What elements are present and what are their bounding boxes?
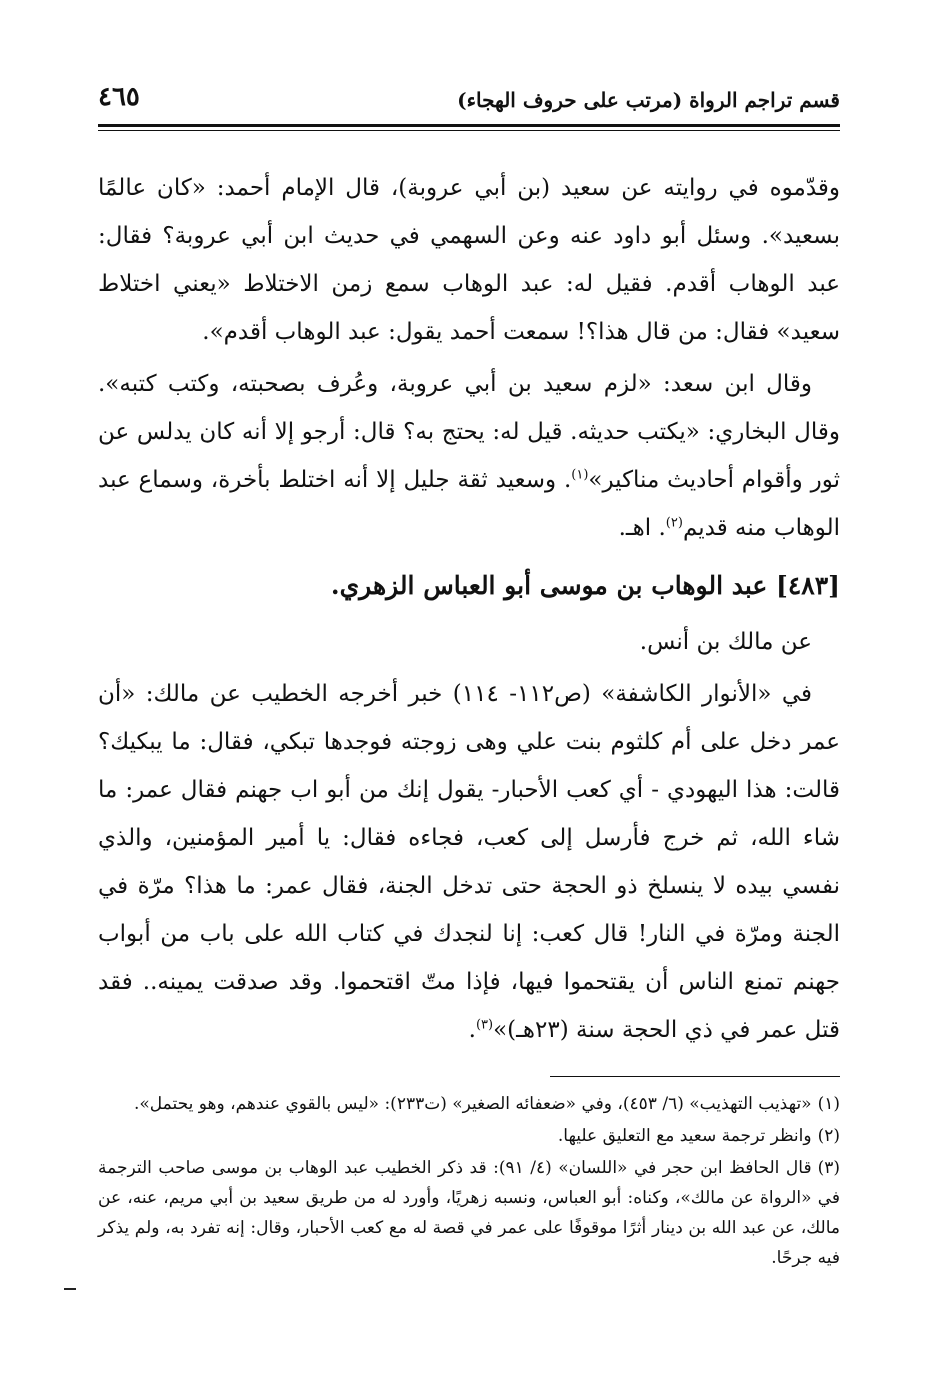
paragraph-2-part3: . اهـ. — [618, 515, 666, 541]
page-number: ٤٦٥ — [98, 82, 140, 112]
book-page — [98, 78, 840, 1275]
footnote-number: (٢) — [817, 1126, 840, 1146]
footnote-ref-2[interactable]: (٢) — [665, 515, 683, 531]
entry-heading: [٤٨٣] عبد الوهاب بن موسى أبو العباس الزهري. — [330, 571, 840, 600]
footnote-number: (١) — [817, 1094, 840, 1114]
main-text — [98, 164, 840, 1054]
running-title: قسم تراجم الرواة (مرتب على حروف الهجاء) — [457, 88, 840, 112]
footnote-text: وانظر ترجمة سعيد مع التعليق عليها. — [557, 1126, 812, 1146]
paragraph-1: وقدّموه في روايته عن سعيد (بن أبي عروبة)، قال الإمام أحمد: «كان عالمًا بسعيد». وسئل أبو داود عنه وعن السهمي في حديث ابن أبي عروبة؟ فقال: عبد الوهاب أقدم. فقيل له: عبد الوهاب سمع زمن الاختلاط «يعني اختلاط سعيد» فقال: من قال هذا؟! سمعت أحمد يقول: عبد الوهاب أقدم». — [98, 175, 840, 345]
page-header — [98, 78, 840, 118]
margin-mark — [64, 1288, 76, 1290]
footnote-ref-1[interactable]: (١) — [571, 467, 589, 483]
footnote-ref-3[interactable]: (٣) — [475, 1017, 494, 1033]
footnote-text: قال الحافظ ابن حجر في «اللسان» (٤/ ٩١): قد ذكر الخطيب عبد الوهاب بن موسى صاحب الترجمة في «الرواة عن مالك»، وكناه: أبو العباس، ونسبه زهريًا، وأورد له من طريق سعيد بن أبي مريم، عنه، عن مالك، عن عبد الله بن دينار أثرًا موقوفًا على عمر في قصة له مع كعب الأحبار، وقال: إنه تفرد به، ولم يذكر فيه جرحًا. — [98, 1158, 840, 1268]
footnote-2 — [98, 1121, 840, 1151]
paragraph-2-part1: وقال ابن سعد: «لزم سعيد بن أبي عروبة، وعُرف بصحبته، وكتب كتبه». وقال البخاري: «يكتب حديثه. قيل له: يحتج به؟ قال: أرجو إلا أنه كان يدلس عن ثور وأقوام أحاديث مناكير» — [98, 371, 840, 493]
entry-paragraph — [98, 670, 840, 1054]
entry-paragraph-part1: في «الأنوار الكاشفة» (ص١١٢- ١١٤) خبر أخرجه الخطيب عن مالك: «أن عمر دخل على أم كلثوم بنت علي وهى زوجته فوجدها تبكي، فقال: ما يبكيك؟ قالت: هذا اليهودي - أي كعب الأحبار- يقول إنك من أبو اب جهنم فقال عمر: ما شاء الله، ثم خرج فأرسل إلى كعب، فجاءه فقال: يا أمير المؤمنين، والذي نفسي بيده لا ينسلخ ذو الحجة حتى تدخل الجنة، فقال عمر: ما هذا؟ مرّة في الجنة ومرّة في النار! قال كعب: إنا لنجدك في كتاب الله على باب من أبواب جهنم تمنع الناس أن يقتحموا فيها، فإذا متّ اقتحموا. وقد صدقت يمينه.. فقد قتل عمر في ذي الحجة سنة (٢٣هـ)» — [98, 681, 840, 1043]
footnote-3 — [98, 1153, 840, 1273]
header-rule-thin — [98, 130, 840, 131]
footnote-separator — [550, 1076, 840, 1077]
paragraph-2-part2: . وسعيد ثقة جليل إلا أنه اختلط بأخرة، وسماع عبد الوهاب منه قديم — [98, 467, 840, 541]
header-rule-thick — [98, 124, 840, 127]
footnote-1 — [98, 1089, 840, 1119]
footnote-text: «تهذيب التهذيب» (٦/ ٤٥٣)، وفي «ضعفائه الصغير» (ت٢٣٣): «ليس بالقوي عندهم، وهو يحتمل». — [134, 1094, 812, 1114]
footnote-number: (٣) — [817, 1158, 840, 1178]
entry-paragraph-part2: . — [468, 1017, 476, 1043]
footnotes-section — [98, 1076, 840, 1273]
entry-line-1: عن مالك بن أنس. — [639, 629, 812, 655]
paragraph-2 — [98, 360, 840, 552]
